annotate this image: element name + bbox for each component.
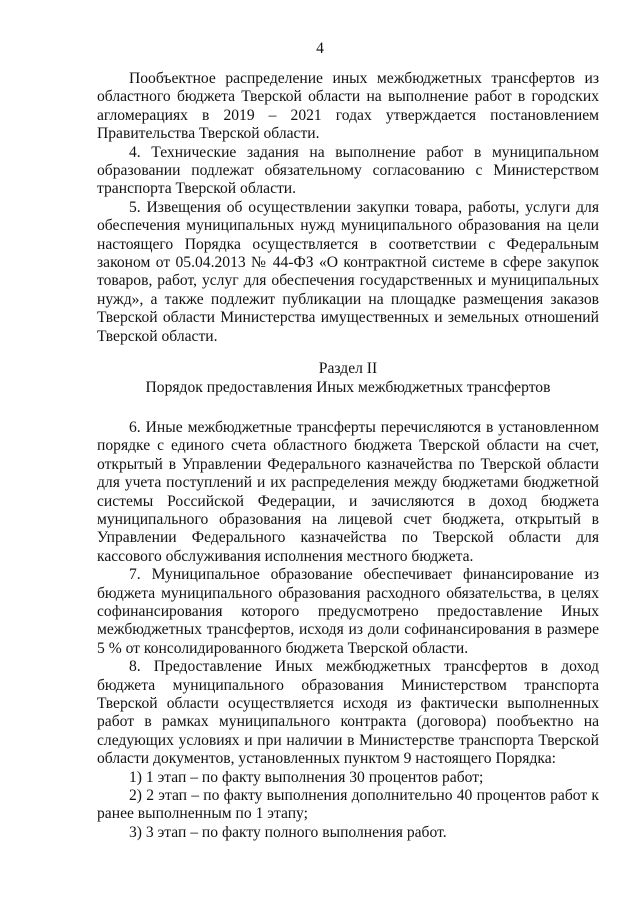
paragraph-distribution: Пообъектное распределение иных межбюджетных трансфертов из областного бюджета Тверской области на выполнение работ в городских агломерациях в 2019 – 2021 годах утверждается постановлением Правительства Тверской области. (97, 70, 599, 143)
paragraph-7: 7. Муниципальное образование обеспечивает финансирование из бюджета муниципального образования расходного обязательства, в целях софинансирования которого предусмотрено предоставление Иных межбюджетных трансфертов, исходя из доли софинансирования в размере 5 % от консолидированного бюджета Тверской области. (97, 566, 599, 657)
document-body (97, 70, 599, 842)
section-subtitle: Порядок предоставления Иных межбюджетных трансфертов (145, 378, 551, 396)
paragraph-8: 8. Предоставление Иных межбюджетных трансфертов в доход бюджета муниципального образования Министерством транспорта Тверской области осуществляется исходя из фактически выполненных работ в рамках муниципального контракта (договора) пообъектно на следующих условиях и при наличии в Министерстве транспорта Тверской области документов, установленных пунктом 9 настоящего Порядка: (97, 658, 599, 768)
list-item-stage-2: 2) 2 этап – по факту выполнения дополнительно 40 процентов работ к ранее выполненным по 1 этапу; (97, 787, 599, 823)
paragraph-4: 4. Технические задания на выполнение работ в муниципальном образовании подлежат обязательному согласованию с Министерством транспорта Тверской области. (97, 143, 599, 198)
page-number: 4 (316, 40, 324, 57)
list-item-stage-3: 3) 3 этап – по факту полного выполнения работ. (129, 823, 447, 841)
list-item-stage-1: 1) 1 этап – по факту выполнения 30 процентов работ; (129, 768, 484, 786)
paragraph-6: 6. Иные межбюджетные трансферты перечисляются в установленном порядке с единого счета областного бюджета Тверской области на счет, открытый в Управлении Федерального казначейства по Тверской области для учета поступлений и их распределения между бюджетами бюджетной системы Российской Федерации, и зачисляются в доход бюджета муниципального образования на лицевой счет бюджета, открытый в Управлении Федерального казначейства по Тверской области для кассового обслуживания исполнения местного бюджета. (97, 418, 599, 565)
section-title: Раздел II (318, 360, 378, 378)
paragraph-5: 5. Извещения об осуществлении закупки товара, работы, услуги для обеспечения муниципальных нужд муниципального образования на цели настоящего Порядка осуществляется в соответствии с Федеральным законом от 05.04.2013 № 44-ФЗ «О контрактной системе в сфере закупок товаров, работ, услуг для обеспечения государственных и муниципальных нужд», а также подлежит публикации на площадке размещения заказов Тверской области Министерства имущественных и земельных отношений Тверской области. (97, 198, 599, 345)
